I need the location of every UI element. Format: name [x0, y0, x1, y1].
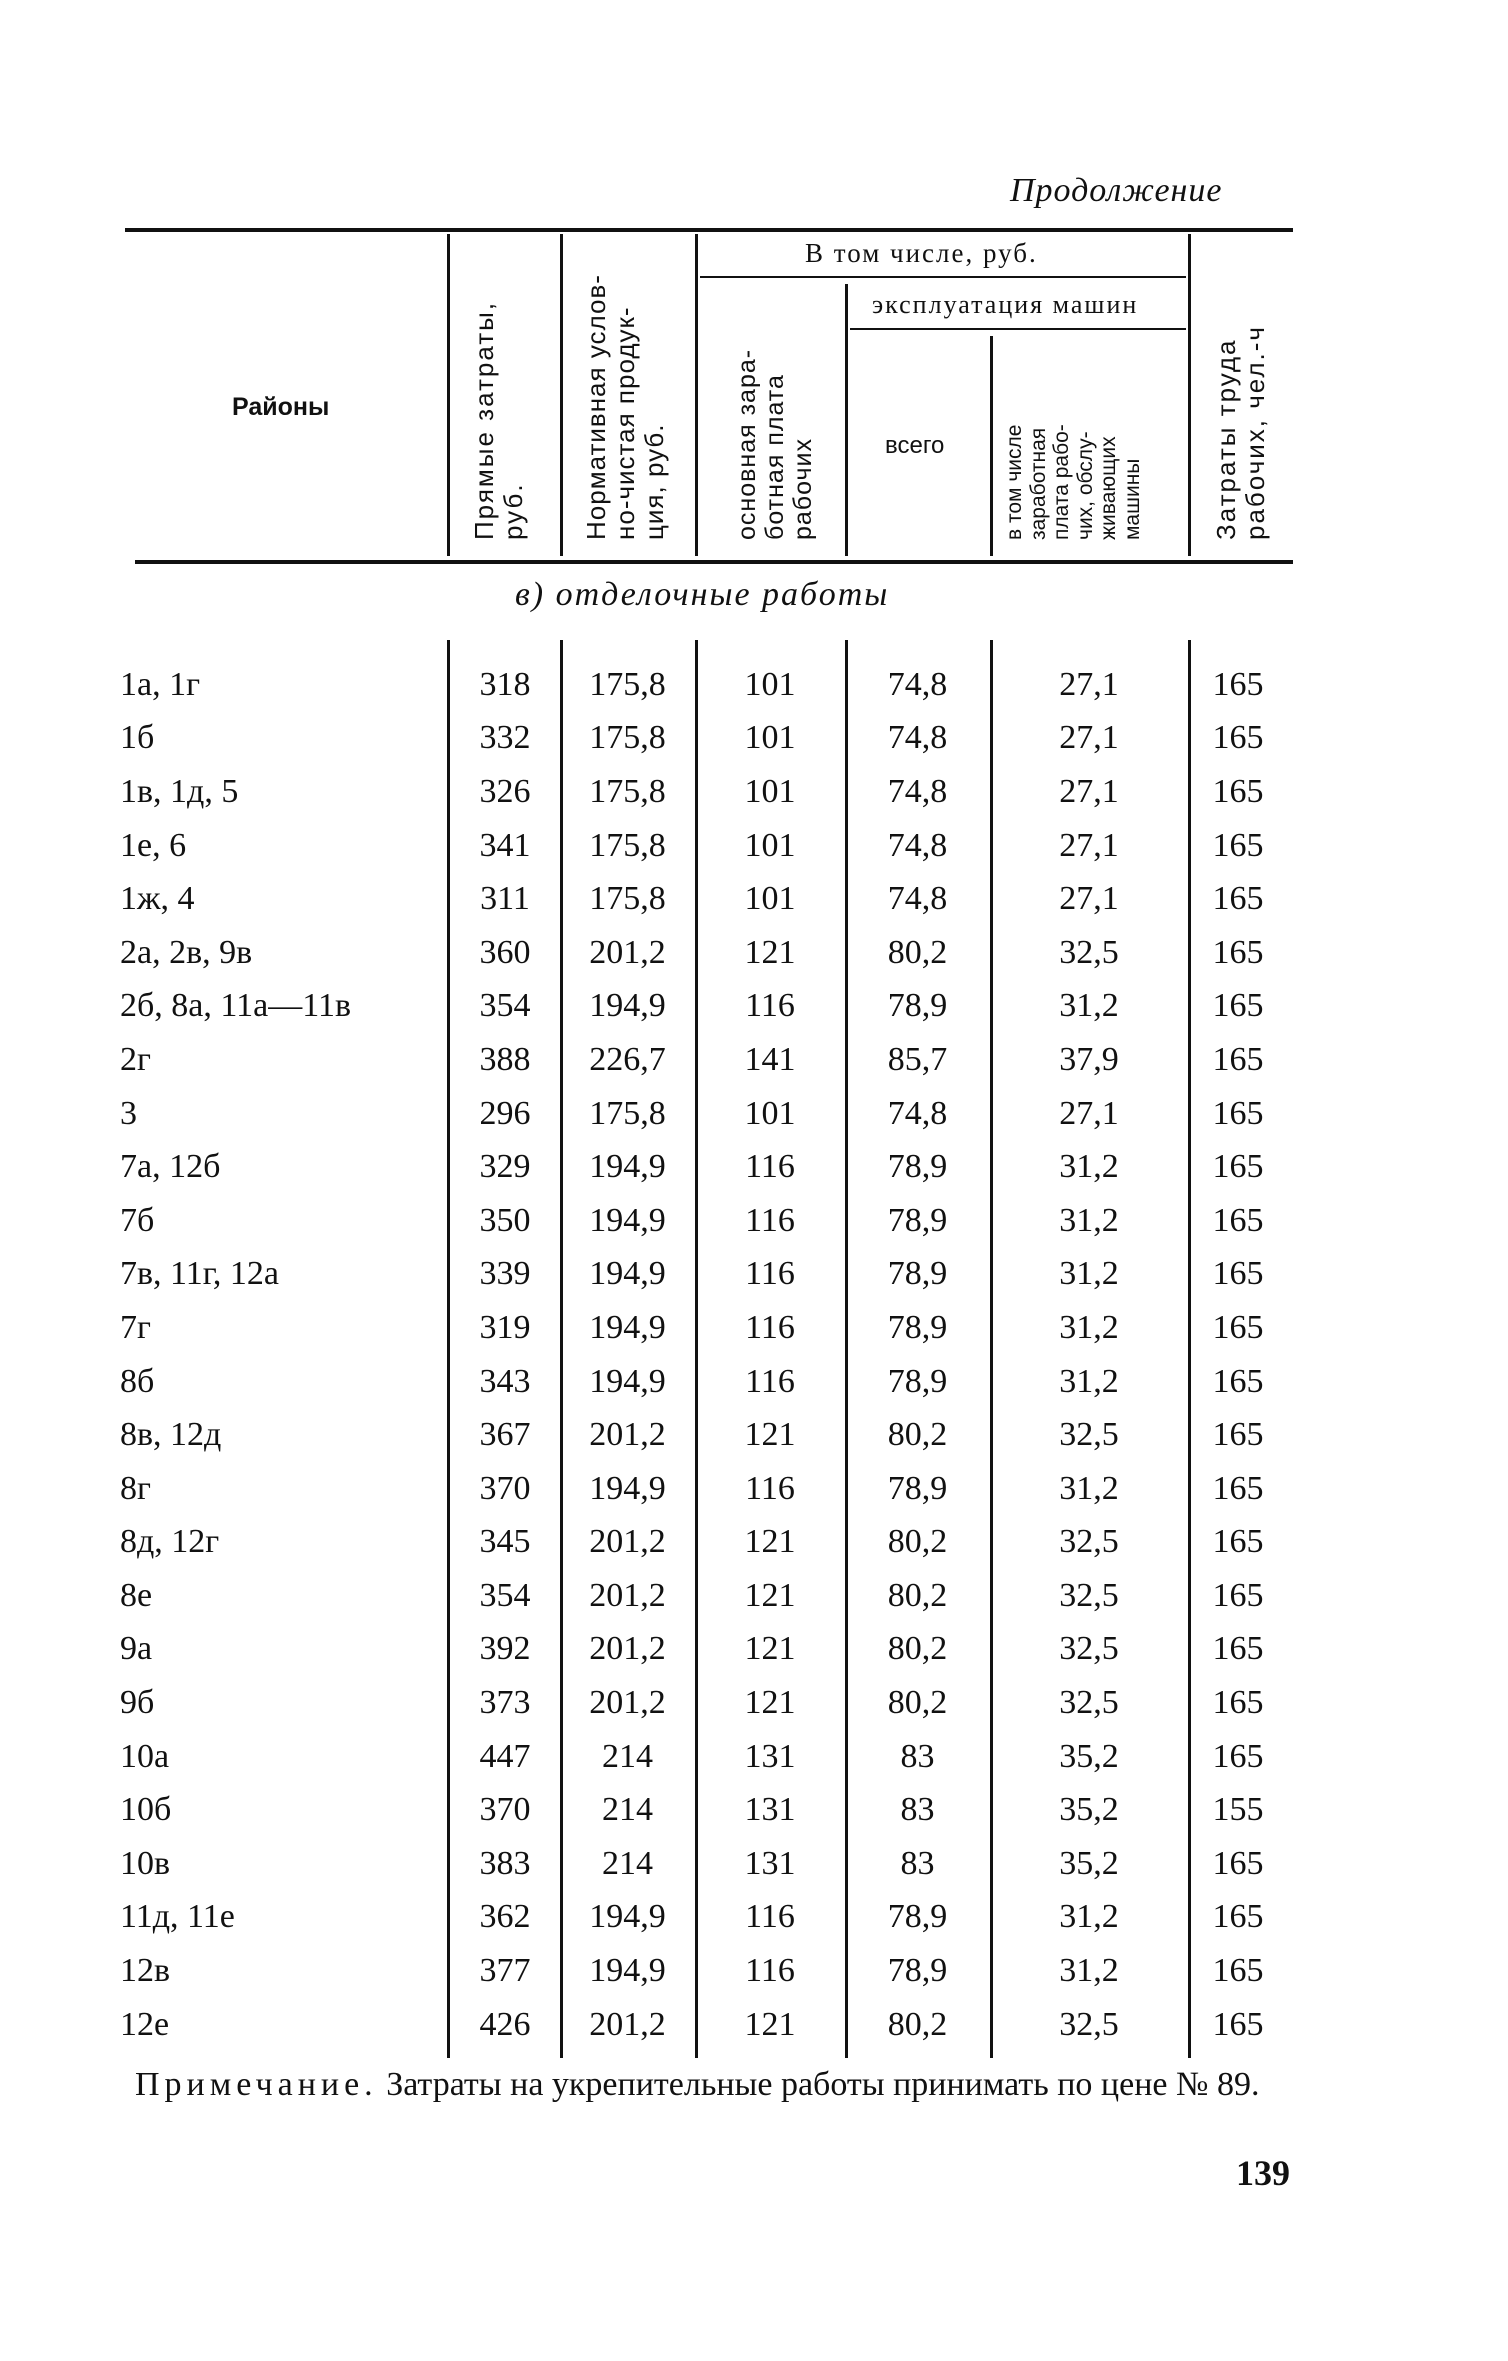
cell-district: 8е [120, 1576, 153, 1614]
cell-labor: 165 [1212, 665, 1264, 703]
cell-machines-wages: 35,2 [1059, 1844, 1119, 1882]
cell-machines-wages: 32,5 [1059, 1416, 1119, 1454]
cell-direct: 326 [479, 772, 531, 810]
cell-district: 8б [120, 1362, 155, 1400]
table-row [120, 1087, 1288, 1141]
cell-district: 2г [120, 1040, 151, 1078]
cell-direct: 360 [479, 933, 531, 971]
data-table [120, 658, 1288, 2051]
footnote-label: Примечание. [135, 2066, 378, 2103]
cell-machines-total: 80,2 [887, 1576, 948, 1614]
cell-wages: 101 [744, 719, 796, 757]
table-row [120, 1516, 1288, 1570]
cell-norm: 226,7 [589, 1040, 666, 1078]
including-rule [700, 276, 1186, 278]
cell-norm: 175,8 [589, 826, 666, 864]
cell-machines-total: 74,8 [887, 826, 948, 864]
cell-direct: 318 [479, 665, 531, 703]
cell-district: 8в, 12д [120, 1416, 222, 1454]
footnote-text: Затраты на укрепительные работы принимать по цене № 89. [386, 2066, 1260, 2103]
cell-machines-wages: 27,1 [1059, 826, 1119, 864]
cell-machines-wages: 32,5 [1059, 1630, 1119, 1668]
cell-norm: 194,9 [589, 1148, 666, 1186]
cell-district: 1ж, 4 [120, 880, 195, 918]
cell-norm: 194,9 [589, 1201, 666, 1239]
cell-labor: 155 [1212, 1791, 1264, 1829]
cell-norm: 175,8 [589, 665, 666, 703]
cell-norm: 194,9 [589, 1308, 666, 1346]
cell-machines-wages: 31,2 [1059, 1469, 1119, 1507]
cell-norm: 175,8 [589, 1094, 666, 1132]
table-row [120, 1033, 1288, 1087]
cell-machines-wages: 27,1 [1059, 665, 1119, 703]
cell-wages: 121 [744, 1576, 796, 1614]
cell-machines-total: 83 [900, 1737, 935, 1775]
cell-machines-total: 83 [900, 1791, 935, 1829]
section-title: в) отделочные работы [515, 576, 890, 613]
cell-direct: 339 [479, 1255, 531, 1293]
cell-machines-total: 78,9 [887, 1201, 948, 1239]
cell-machines-wages: 32,5 [1059, 1576, 1119, 1614]
table-row [120, 1676, 1288, 1730]
cell-machines-wages: 27,1 [1059, 1094, 1119, 1132]
table-row [120, 1623, 1288, 1677]
cell-district: 12е [120, 2005, 170, 2043]
header-separator [990, 336, 993, 556]
table-row [120, 1837, 1288, 1891]
cell-wages: 121 [744, 1630, 796, 1668]
cell-wages: 101 [744, 1094, 796, 1132]
cell-district: 1е, 6 [120, 826, 187, 864]
cell-wages: 116 [745, 1255, 795, 1293]
cell-norm: 194,9 [589, 1898, 666, 1936]
cell-direct: 447 [479, 1737, 531, 1775]
cell-labor: 165 [1212, 1201, 1264, 1239]
cell-district: 7в, 11г, 12а [120, 1255, 279, 1293]
header-bottom-rule [135, 560, 1293, 564]
cell-district: 12в [120, 1952, 171, 1990]
cell-labor: 165 [1212, 1362, 1264, 1400]
cell-machines-total: 78,9 [887, 1148, 948, 1186]
table-row [120, 765, 1288, 819]
cell-wages: 116 [745, 1469, 795, 1507]
footnote [135, 2068, 1305, 2102]
cell-machines-wages: 31,2 [1059, 1308, 1119, 1346]
cell-labor: 165 [1212, 826, 1264, 864]
cell-machines-total: 83 [900, 1844, 935, 1882]
table-row [120, 1891, 1288, 1945]
cell-machines-wages: 27,1 [1059, 719, 1119, 757]
cell-machines-wages: 31,2 [1059, 1898, 1119, 1936]
cell-wages: 121 [744, 1416, 796, 1454]
cell-machines-total: 78,9 [887, 1898, 948, 1936]
including-header: В том числе, руб. [805, 238, 1038, 268]
cell-direct: 354 [479, 987, 531, 1025]
table-row [120, 1301, 1288, 1355]
cell-labor: 165 [1212, 1523, 1264, 1561]
machine-operation-header: эксплуатация машин [872, 290, 1139, 319]
cell-norm: 201,2 [589, 1630, 666, 1668]
cell-norm: 194,9 [589, 1469, 666, 1507]
table-row [120, 1408, 1288, 1462]
cell-district: 10б [120, 1791, 172, 1829]
cell-district: 1б [120, 719, 155, 757]
table-row [120, 1730, 1288, 1784]
cell-norm: 201,2 [589, 1523, 666, 1561]
table-row [120, 1569, 1288, 1623]
normative-production-header: Нормативная услов- но-чистая продук- ция, руб. [581, 274, 670, 540]
cell-wages: 101 [744, 880, 796, 918]
cell-labor: 165 [1212, 1844, 1264, 1882]
cell-machines-total: 78,9 [887, 1362, 948, 1400]
cell-machines-total: 78,9 [887, 1469, 948, 1507]
cell-wages: 116 [745, 1201, 795, 1239]
cell-machines-total: 74,8 [887, 719, 948, 757]
cell-direct: 367 [479, 1416, 531, 1454]
table-row [120, 658, 1288, 712]
cell-labor: 165 [1212, 1630, 1264, 1668]
cell-direct: 426 [479, 2005, 531, 2043]
cell-machines-wages: 32,5 [1059, 1684, 1119, 1722]
cell-machines-wages: 31,2 [1059, 987, 1119, 1025]
cell-norm: 201,2 [589, 1684, 666, 1722]
cell-labor: 165 [1212, 1576, 1264, 1614]
cell-machines-total: 85,7 [887, 1040, 948, 1078]
cell-direct: 332 [479, 719, 531, 757]
machines-total-header: всего [885, 432, 945, 459]
table-row [120, 1248, 1288, 1302]
cell-district: 9а [120, 1630, 153, 1668]
table-row [120, 1462, 1288, 1516]
cell-machines-wages: 31,2 [1059, 1362, 1119, 1400]
cell-machines-total: 74,8 [887, 880, 948, 918]
cell-direct: 319 [479, 1308, 531, 1346]
cell-machines-total: 80,2 [887, 1630, 948, 1668]
cell-machines-total: 78,9 [887, 1952, 948, 1990]
cell-district: 11д, 11е [120, 1898, 235, 1936]
cell-machines-total: 74,8 [887, 772, 948, 810]
cell-labor: 165 [1212, 1952, 1264, 1990]
cell-district: 9б [120, 1684, 155, 1722]
cell-labor: 165 [1212, 1416, 1264, 1454]
cell-machines-wages: 35,2 [1059, 1791, 1119, 1829]
cell-district: 1в, 1д, 5 [120, 772, 239, 810]
cell-machines-total: 78,9 [887, 987, 948, 1025]
cell-labor: 165 [1212, 1148, 1264, 1186]
cell-norm: 194,9 [589, 1362, 666, 1400]
cell-wages: 121 [744, 2005, 796, 2043]
header-separator [1188, 234, 1191, 556]
cell-machines-wages: 32,5 [1059, 1523, 1119, 1561]
table-row [120, 872, 1288, 926]
table-row [120, 819, 1288, 873]
cell-direct: 362 [479, 1898, 531, 1936]
cell-wages: 116 [745, 987, 795, 1025]
cell-norm: 201,2 [589, 1416, 666, 1454]
cell-labor: 165 [1212, 987, 1264, 1025]
cell-direct: 377 [479, 1952, 531, 1990]
cell-norm: 175,8 [589, 772, 666, 810]
cell-labor: 165 [1212, 933, 1264, 971]
cell-wages: 121 [744, 1523, 796, 1561]
cell-machines-total: 80,2 [887, 1416, 948, 1454]
header-separator [447, 234, 450, 556]
cell-district: 2б, 8а, 11а—11в [120, 987, 352, 1025]
cell-norm: 201,2 [589, 2005, 666, 2043]
cell-machines-wages: 31,2 [1059, 1148, 1119, 1186]
cell-wages: 116 [745, 1952, 795, 1990]
cell-labor: 165 [1212, 1040, 1264, 1078]
cell-wages: 101 [744, 772, 796, 810]
table-row [120, 1783, 1288, 1837]
table-row [120, 1194, 1288, 1248]
cell-labor: 165 [1212, 1255, 1264, 1293]
cell-labor: 165 [1212, 1684, 1264, 1722]
table-row [120, 980, 1288, 1034]
labor-costs-header: Затраты труда рабочих, чел.-ч [1211, 325, 1271, 540]
cell-direct: 370 [479, 1469, 531, 1507]
cell-machines-wages: 32,5 [1059, 2005, 1119, 2043]
cell-direct: 345 [479, 1523, 531, 1561]
cell-wages: 116 [745, 1148, 795, 1186]
header-top-rule [125, 228, 1293, 232]
cell-direct: 388 [479, 1040, 531, 1078]
table-row [120, 1355, 1288, 1409]
cell-wages: 131 [744, 1737, 796, 1775]
cell-direct: 341 [479, 826, 531, 864]
header-separator [845, 284, 848, 556]
cell-machines-total: 80,2 [887, 2005, 948, 2043]
cell-norm: 201,2 [589, 1576, 666, 1614]
cell-machines-total: 80,2 [887, 1523, 948, 1561]
cell-machines-wages: 35,2 [1059, 1737, 1119, 1775]
cell-machines-total: 78,9 [887, 1308, 948, 1346]
cell-direct: 373 [479, 1684, 531, 1722]
cell-machines-wages: 27,1 [1059, 880, 1119, 918]
cell-wages: 116 [745, 1898, 795, 1936]
cell-direct: 370 [479, 1791, 531, 1829]
cell-wages: 116 [745, 1308, 795, 1346]
cell-wages: 101 [744, 665, 796, 703]
direct-costs-header: Прямые затраты, руб. [469, 300, 529, 540]
cell-district: 3 [120, 1094, 137, 1132]
cell-labor: 165 [1212, 1094, 1264, 1132]
cell-labor: 165 [1212, 1308, 1264, 1346]
table-row [120, 1140, 1288, 1194]
cell-norm: 214 [602, 1737, 653, 1775]
cell-labor: 165 [1212, 2005, 1264, 2043]
cell-labor: 165 [1212, 772, 1264, 810]
cell-machines-wages: 31,2 [1059, 1952, 1119, 1990]
cell-wages: 131 [744, 1844, 796, 1882]
table-row [120, 712, 1288, 766]
cell-wages: 131 [744, 1791, 796, 1829]
cell-district: 2а, 2в, 9в [120, 933, 253, 971]
cell-district: 7г [120, 1308, 151, 1346]
cell-direct: 329 [479, 1148, 531, 1186]
cell-wages: 101 [744, 826, 796, 864]
cell-labor: 165 [1212, 880, 1264, 918]
table-row [120, 1998, 1288, 2052]
table-row [120, 926, 1288, 980]
cell-direct: 311 [480, 880, 530, 918]
cell-direct: 343 [479, 1362, 531, 1400]
cell-direct: 392 [479, 1630, 531, 1668]
cell-district: 7а, 12б [120, 1148, 221, 1186]
base-wages-header: основная зара- ботная плата рабочих [733, 348, 817, 540]
cell-norm: 214 [602, 1844, 653, 1882]
cell-wages: 121 [744, 933, 796, 971]
continuation-label: Продолжение [1010, 172, 1223, 209]
cell-norm: 175,8 [589, 719, 666, 757]
cell-norm: 194,9 [589, 1952, 666, 1990]
cell-direct: 354 [479, 1576, 531, 1614]
cell-machines-wages: 37,9 [1059, 1040, 1119, 1078]
cell-norm: 194,9 [589, 987, 666, 1025]
cell-machines-total: 80,2 [887, 933, 948, 971]
cell-machines-wages: 31,2 [1059, 1255, 1119, 1293]
cell-labor: 165 [1212, 1737, 1264, 1775]
cell-district: 8г [120, 1469, 151, 1507]
table-row [120, 1944, 1288, 1998]
machine-wages-header: в том числе заработная плата рабо- чих, обслу- живающих машины [1003, 424, 1144, 540]
cell-norm: 194,9 [589, 1255, 666, 1293]
cell-machines-total: 74,8 [887, 1094, 948, 1132]
cell-direct: 350 [479, 1201, 531, 1239]
cell-direct: 296 [479, 1094, 531, 1132]
header-separator [560, 234, 563, 556]
cell-district: 7б [120, 1201, 155, 1239]
machines-rule [850, 328, 1186, 330]
cell-machines-wages: 31,2 [1059, 1201, 1119, 1239]
cell-norm: 201,2 [589, 933, 666, 971]
cell-machines-wages: 32,5 [1059, 933, 1119, 971]
cell-machines-total: 78,9 [887, 1255, 948, 1293]
cell-district: 10в [120, 1844, 171, 1882]
cell-machines-wages: 27,1 [1059, 772, 1119, 810]
cell-district: 10а [120, 1737, 170, 1775]
cell-labor: 165 [1212, 1898, 1264, 1936]
cell-norm: 175,8 [589, 880, 666, 918]
districts-header: Районы [232, 393, 330, 421]
cell-machines-total: 80,2 [887, 1684, 948, 1722]
cell-wages: 141 [744, 1040, 796, 1078]
cell-direct: 383 [479, 1844, 531, 1882]
cell-district: 8д, 12г [120, 1523, 220, 1561]
cell-district: 1а, 1г [120, 665, 201, 703]
cell-wages: 121 [744, 1684, 796, 1722]
header-separator [695, 234, 698, 556]
cell-labor: 165 [1212, 1469, 1264, 1507]
page-number: 139 [1236, 2153, 1290, 2193]
cell-labor: 165 [1212, 719, 1264, 757]
cell-wages: 116 [745, 1362, 795, 1400]
cell-machines-total: 74,8 [887, 665, 948, 703]
cell-norm: 214 [602, 1791, 653, 1829]
